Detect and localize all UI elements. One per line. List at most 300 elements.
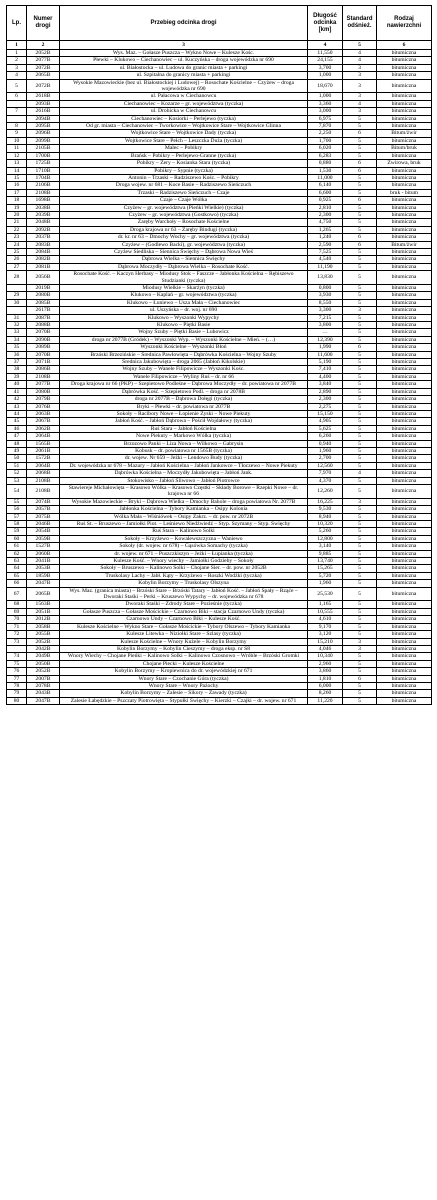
surface-type: bitumiczna (377, 396, 432, 403)
row-lp: 9 (7, 130, 27, 137)
road-section-description: Wysokie Mazowieckie (bez ul. Białostockiej i Ludowej) – Rosochate Kościelne – Czyżew – droga wojewódzka nr 690 (60, 79, 308, 93)
section-length: 15,265 (308, 565, 343, 572)
snow-removal-standard: 5 (343, 410, 377, 417)
row-lp: 78 (7, 682, 27, 689)
road-section-description: Kobylin Borzymy – Kobylin Cieszymy – droga eksp. nr S8 (60, 645, 308, 652)
row-lp: 57 (7, 513, 27, 520)
road-number: 1698B (27, 197, 60, 204)
road-section-description: Klukowo – Piętki Basie (60, 322, 308, 329)
surface-type: bitumiczna (377, 697, 432, 704)
table-row (7, 631, 432, 638)
table-row (7, 373, 432, 380)
snow-removal-standard: 5 (343, 292, 377, 299)
surface-type: bitumiczna (377, 167, 432, 174)
section-length: 2,250 (308, 130, 343, 137)
surface-type: bitumiczna (377, 433, 432, 440)
surface-type: bitumiczna (377, 256, 432, 263)
section-length: 9,170 (308, 623, 343, 630)
header-row (7, 6, 432, 41)
section-length: 1,240 (308, 234, 343, 241)
road-number: 2072B (27, 79, 60, 93)
row-lp: 52 (7, 470, 27, 477)
snow-removal-standard: 5 (343, 263, 377, 270)
road-section-description: Zaręby Warchoły – Rosochate Kościelne (60, 219, 308, 226)
section-length: 7,215 (308, 314, 343, 321)
surface-type: bitumiczna (377, 72, 432, 79)
row-lp: 59 (7, 528, 27, 535)
row-lp: 39 (7, 373, 27, 380)
table-row (7, 580, 432, 587)
table-row (7, 292, 432, 299)
section-length: 1,990 (308, 344, 343, 351)
row-lp: 72 (7, 631, 27, 638)
road-number: 2076B (27, 403, 60, 410)
section-length: 1,000 (308, 93, 343, 100)
snow-removal-standard: 5 (343, 189, 377, 196)
table-row (7, 543, 432, 550)
surface-type: bitumiczna (377, 645, 432, 652)
table-row (7, 226, 432, 233)
section-length: 1,700 (308, 137, 343, 144)
snow-removal-standard: 3 (343, 93, 377, 100)
table-row (7, 211, 432, 218)
road-number: 2059B (27, 535, 60, 542)
section-length: 11,220 (308, 697, 343, 704)
road-section-description: Dąbrowa Wielka – Siennica Święchy (60, 256, 308, 263)
snow-removal-standard: 5 (343, 601, 377, 608)
road-section-description: Pobikry – Sypnie (tyczka) (60, 167, 308, 174)
section-length: 12,800 (308, 535, 343, 542)
section-length: 4,370 (308, 477, 343, 484)
row-lp: 51 (7, 462, 27, 469)
snow-removal-standard: 5 (343, 506, 377, 513)
table-row (7, 506, 432, 513)
road-section-description: Klukowo – Wyszonki Wypychy (60, 314, 308, 321)
road-section-description: ul. Pałacowa w Ciechanowcu (60, 93, 308, 100)
road-section-description: Czyżew Siedliska – Siennica Święchy – Dąbrowa Nowa Wieś (60, 248, 308, 255)
road-number: 2095B (27, 123, 60, 130)
snow-removal-standard: 5 (343, 204, 377, 211)
table-row (7, 359, 432, 366)
table-row (7, 167, 432, 174)
road-section-description: dr. kr. nr 63 – Dmochy Wochy – gr. województwa (tyczka) (60, 234, 308, 241)
row-lp: 12 (7, 152, 27, 159)
surface-type: Żwirowa, bruk (377, 160, 432, 167)
road-number: 2037B (27, 234, 60, 241)
surface-type: bitumiczna (377, 455, 432, 462)
road-number: 2042B (27, 645, 60, 652)
road-section-description: Wys. Maz. – Gołasze Puszcza – Wykno Nowe – Kulesze Kośc. (60, 50, 308, 57)
snow-removal-standard: 5 (343, 359, 377, 366)
section-length: 24,155 (308, 57, 343, 64)
road-number: 2049B (27, 653, 60, 660)
row-lp: 70 (7, 616, 27, 623)
row-lp: 34 (7, 336, 27, 343)
surface-type: bruk - bitum (377, 189, 432, 196)
snow-removal-standard: 6 (343, 167, 377, 174)
snow-removal-standard: 6 (343, 197, 377, 204)
surface-type: bitumiczna (377, 292, 432, 299)
surface-type: bitumiczna (377, 543, 432, 550)
row-lp: 18 (7, 197, 27, 204)
road-number: 2080B (27, 388, 60, 395)
surface-type: bitumiczna (377, 623, 432, 630)
road-section-description: Ciechanowiec – Kosiorki – Perlejewo (tyczka) (60, 115, 308, 122)
table-row (7, 653, 432, 660)
column-number: 5 (343, 41, 377, 50)
section-length: 5,625 (308, 425, 343, 432)
snow-removal-standard: 5 (343, 455, 377, 462)
road-section-description: Wnory Stare – Czochanie Góra (tyczka) (60, 675, 308, 682)
surface-type: Bitum/bruk (377, 145, 432, 152)
table-row (7, 322, 432, 329)
table-row (7, 256, 432, 263)
road-number: 2096B (27, 130, 60, 137)
table-row (7, 299, 432, 306)
road-number: 2105B (27, 145, 60, 152)
surface-type: bitumiczna (377, 271, 432, 285)
road-number: 2050B (27, 660, 60, 667)
surface-type: bitumiczna (377, 631, 432, 638)
road-number: 2074B (27, 498, 60, 505)
section-length: 15,210 (308, 638, 343, 645)
section-length: 6,000 (308, 682, 343, 689)
surface-type: bitumiczna (377, 373, 432, 380)
surface-type: bitumiczna (377, 535, 432, 542)
table-row (7, 697, 432, 704)
surface-type: bitumiczna (377, 329, 432, 336)
snow-removal-standard: 5 (343, 608, 377, 615)
row-lp: 48 (7, 440, 27, 447)
snow-removal-standard: 3 (343, 64, 377, 71)
snow-removal-standard: 6 (343, 130, 377, 137)
section-length: 15,150 (308, 410, 343, 417)
snow-removal-standard: 5 (343, 418, 377, 425)
road-section-description: Ruś St. – Bruszewo – Jamiołki Piot. – Leśniewo Niedźwiedź – Styp. Szymany – Styp. Święchy (60, 521, 308, 528)
row-lp: 14 (7, 167, 27, 174)
section-length: 0,940 (308, 440, 343, 447)
surface-type: bitumiczna (377, 234, 432, 241)
section-length: 12,260 (308, 484, 343, 498)
road-number: 2052B (27, 668, 60, 675)
surface-type: bitumiczna (377, 601, 432, 608)
road-section-description: Jabłoń Kość. – Jabłoń Dąbrowa – Pościł Wojdałowy (tyczka) (60, 418, 308, 425)
row-lp: 32 (7, 322, 27, 329)
snow-removal-standard: 3 (343, 638, 377, 645)
table-row (7, 234, 432, 241)
road-number: 2052B (27, 638, 60, 645)
row-lp: 76 (7, 668, 27, 675)
road-number: 1725B (27, 160, 60, 167)
road-number: 2106B (27, 182, 60, 189)
snow-removal-standard: 4 (343, 57, 377, 64)
section-length: 11,550 (308, 50, 343, 57)
table-row (7, 601, 432, 608)
table-row (7, 535, 432, 542)
road-section-description: droga nr 2077B – Dąbrowa Dołęgi (tyczka) (60, 396, 308, 403)
snow-removal-standard: 5 (343, 565, 377, 572)
snow-removal-standard: 5 (343, 440, 377, 447)
row-lp: 44 (7, 410, 27, 417)
snow-removal-standard: 5 (343, 521, 377, 528)
surface-type: bitumiczna (377, 285, 432, 292)
row-lp: 73 (7, 638, 27, 645)
section-length: 10,320 (308, 521, 343, 528)
table-row (7, 623, 432, 630)
table-row (7, 682, 432, 689)
road-section-description: Wnory Stare – Wnory Pażochy (60, 682, 308, 689)
road-section-description: Stawiereje Michałowięta – Krasowo Wólka – Krasowo Częstki – Składy Borowe – Rzepki Nowe – dr. krajowa nr 66 (60, 484, 308, 498)
table-row (7, 64, 432, 71)
road-number: 2057B (27, 506, 60, 513)
surface-type: bitumiczna (377, 152, 432, 159)
table-row (7, 668, 432, 675)
road-number: 2077B (27, 57, 60, 64)
section-length: 3,000 (308, 108, 343, 115)
road-number: 2099B (27, 137, 60, 144)
road-number: 2077B (27, 381, 60, 388)
surface-type: bitumiczna (377, 440, 432, 447)
table-row (7, 344, 432, 351)
snow-removal-standard: 5 (343, 513, 377, 520)
table-row (7, 123, 432, 130)
row-lp (7, 645, 27, 652)
snow-removal-standard: 5 (343, 351, 377, 358)
road-section-description: Czaje – Czaje Wólka (60, 197, 308, 204)
road-number: 2616B (27, 108, 60, 115)
table-row (7, 79, 432, 93)
row-lp: 6 (7, 93, 27, 100)
section-length: 11,190 (308, 263, 343, 270)
road-number: 1700B (27, 152, 60, 159)
section-length: 11,600 (308, 351, 343, 358)
table-row (7, 660, 432, 667)
road-number: 2084B (27, 248, 60, 255)
road-number: 2064B (27, 433, 60, 440)
road-section-description: Kobylin Borzymy – Zalesie – Sikory – Zawady (tyczka) (60, 690, 308, 697)
road-number: 2067B (27, 418, 60, 425)
table-row (7, 381, 432, 388)
snow-removal-standard: 5 (343, 550, 377, 557)
table-row (7, 152, 432, 159)
section-length: 2,700 (308, 455, 343, 462)
section-length: 4,905 (308, 418, 343, 425)
row-lp: 49 (7, 447, 27, 454)
road-section-description: Droga krajowa nr 63 – Zaręby Bindugi (tyczka) (60, 226, 308, 233)
table-row (7, 50, 432, 57)
road-number: 2056B (27, 271, 60, 285)
surface-type: Bitum/żwir (377, 130, 432, 137)
table-row (7, 108, 432, 115)
section-length: 1,000 (308, 72, 343, 79)
surface-type: bitumiczna (377, 498, 432, 505)
snow-removal-standard: 5 (343, 174, 377, 181)
section-length: 6,600 (308, 189, 343, 196)
row-lp: 63 (7, 558, 27, 565)
snow-removal-standard: 5 (343, 336, 377, 343)
row-lp: 66 (7, 580, 27, 587)
snow-removal-standard: 5 (343, 248, 377, 255)
road-section-description: Czyżew – gr. województwa (Gostkowo) (tyczka) (60, 211, 308, 218)
snow-removal-standard: 5 (343, 653, 377, 660)
table-row (7, 248, 432, 255)
section-length: 3,860 (308, 668, 343, 675)
row-lp: 19 (7, 204, 27, 211)
row-lp: 16 (7, 182, 27, 189)
surface-type: bitumiczna (377, 115, 432, 122)
row-lp: 75 (7, 660, 27, 667)
table-row (7, 160, 432, 167)
snow-removal-standard: 5 (343, 388, 377, 395)
table-row (7, 351, 432, 358)
road-section-description: Malec – Pobikry (60, 145, 308, 152)
section-length: 5,190 (308, 359, 343, 366)
road-section-description: Kobylin Borzymy – Kropiewnica do dr. wojewódzkiej nr 671 (60, 668, 308, 675)
section-length: 4,540 (308, 256, 343, 263)
row-lp: 50 (7, 455, 27, 462)
surface-type: bitumiczna (377, 381, 432, 388)
road-number: 2043B (27, 690, 60, 697)
row-lp: 65 (7, 572, 27, 579)
road-section-description: Dworaki Staśki – Zdrody Stare – Pozieśnie (tyczka) (60, 601, 308, 608)
road-section-description: ul. Białostocka – ul. Ludowa do granic miasta + parkingi (60, 64, 308, 71)
row-lp: 21 (7, 219, 27, 226)
surface-type: bitumiczna (377, 608, 432, 615)
section-length: 3,120 (308, 631, 343, 638)
snow-removal-standard: 5 (343, 115, 377, 122)
surface-type: bitumiczna (377, 565, 432, 572)
table-row (7, 57, 432, 64)
table-row (7, 440, 432, 447)
table-row (7, 418, 432, 425)
snow-removal-standard: 6 (343, 344, 377, 351)
row-lp: 68 (7, 601, 27, 608)
section-length: 4,610 (308, 616, 343, 623)
road-number: 2618B (27, 93, 60, 100)
snow-removal-standard: 5 (343, 271, 377, 285)
road-section-description: Rosochate Kość. – Kaczyn Herbasy – Miodusy Stok – Faszcze – Jabłonka Kościelna – Rębiszewo Studzianki (tyczka) (60, 271, 308, 285)
section-length: 3,840 (308, 381, 343, 388)
snow-removal-standard: 5 (343, 660, 377, 667)
road-section-description: Czarnowo Undy – Czarnowo Biki – Kulesze Kość. (60, 616, 308, 623)
surface-type: bitumiczna (377, 638, 432, 645)
row-lp (7, 307, 27, 314)
surface-type: bitumiczna (377, 668, 432, 675)
road-number: 2093B (27, 100, 60, 107)
table-row (7, 521, 432, 528)
surface-type: bitumiczna (377, 219, 432, 226)
row-lp (7, 115, 27, 122)
snow-removal-standard: 6 (343, 234, 377, 241)
road-number: 1710B (27, 167, 60, 174)
surface-type: bitumiczna (377, 477, 432, 484)
surface-type: bitumiczna (377, 322, 432, 329)
row-lp: 26 (7, 256, 27, 263)
snow-removal-standard: 5 (343, 616, 377, 623)
surface-type: bitumiczna (377, 50, 432, 57)
row-lp: 43 (7, 403, 27, 410)
road-number: 2058B (27, 623, 60, 630)
section-length: 5,260 (308, 528, 343, 535)
row-lp: 58 (7, 521, 27, 528)
road-section-description: Wojny Szuby – Wanele Filipowicze – Wyszonki Kośc. (60, 366, 308, 373)
row-lp: 55 (7, 498, 27, 505)
road-section-description: Wojtkowice Stare – Pełch – Leszczka Duża (tyczka) (60, 137, 308, 144)
row-lp: 36 (7, 351, 27, 358)
section-length: 8,550 (308, 299, 343, 306)
snow-removal-standard: 3 (343, 108, 377, 115)
road-section-description: ul. Szpitalna do granicy miasta + parkingi (60, 72, 308, 79)
row-lp: 80 (7, 697, 27, 704)
surface-type: bitumiczna (377, 506, 432, 513)
surface-type: bitumiczna (377, 558, 432, 565)
table-row (7, 608, 432, 615)
surface-type: bitumiczna (377, 351, 432, 358)
table-row (7, 263, 432, 270)
snow-removal-standard: 5 (343, 329, 377, 336)
row-lp: 60 (7, 535, 27, 542)
section-length: 3,140 (308, 543, 343, 550)
surface-type: bitumiczna (377, 418, 432, 425)
road-section-description: Kulesze Kościelne – Wykno Stare – Gołasze Mościckie – Tybory Olszewo – Tybory Kamianka (60, 623, 308, 630)
road-number: 2094B (27, 115, 60, 122)
snow-removal-standard: 5 (343, 572, 377, 579)
surface-type: bitumiczna (377, 336, 432, 343)
road-number: 2060B (27, 550, 60, 557)
road-section-description: Droga krajowa nr 66 (PKP) – Szepietowo Podleśne – Dąbrowa Moczydły – dr. powiatowa nr 2077B (60, 381, 308, 388)
row-lp: 1 (7, 50, 27, 57)
road-number: 2046B (27, 521, 60, 528)
surface-type: bitumiczna (377, 344, 432, 351)
row-lp: 23 (7, 234, 27, 241)
table-row (7, 528, 432, 535)
road-section-description: Płewki – Klukowo – Ciechanowiec – ul. Kuczyńska – droga wojewódzka nr 690 (60, 57, 308, 64)
section-length: 1,265 (308, 226, 343, 233)
snow-removal-standard: 5 (343, 682, 377, 689)
road-number: 2038B (27, 204, 60, 211)
snow-removal-standard: 4 (343, 470, 377, 477)
section-length: 7,870 (308, 123, 343, 130)
snow-removal-standard: 4 (343, 100, 377, 107)
snow-removal-standard: 5 (343, 299, 377, 306)
section-length: 8,260 (308, 690, 343, 697)
road-number: 2051B (27, 608, 60, 615)
surface-type: bitumiczna (377, 314, 432, 321)
row-lp: 46 (7, 425, 27, 432)
road-section-description: Wojtkowice Stare – Wojtkowice Dady (tyczka) (60, 130, 308, 137)
column-number: 2 (27, 41, 60, 50)
snow-removal-standard: 5 (343, 373, 377, 380)
row-lp: 3 (7, 64, 27, 71)
row-lp: 13 (7, 160, 27, 167)
road-number: 2012B (27, 616, 60, 623)
row-lp: 71 (7, 623, 27, 630)
surface-type: Bitum/żwir (377, 241, 432, 248)
table-row (7, 197, 432, 204)
row-lp: 45 (7, 418, 27, 425)
snow-removal-standard: 5 (343, 314, 377, 321)
snow-removal-standard: 5 (343, 137, 377, 144)
road-section-description: Antonin – Trzaski – Radziszewo Kośc. – Pobikry (60, 174, 308, 181)
snow-removal-standard: 5 (343, 403, 377, 410)
snow-removal-standard: 5 (343, 587, 377, 601)
road-section-description: Czyżew – gr. województwa (Pieńki Wielkie) (tyczka) (60, 204, 308, 211)
header-lp: Lp. (7, 6, 27, 41)
road-number: 2088B (27, 322, 60, 329)
row-lp: 42 (7, 396, 27, 403)
snow-removal-standard: 5 (343, 631, 377, 638)
road-number: 2070B (27, 329, 60, 336)
